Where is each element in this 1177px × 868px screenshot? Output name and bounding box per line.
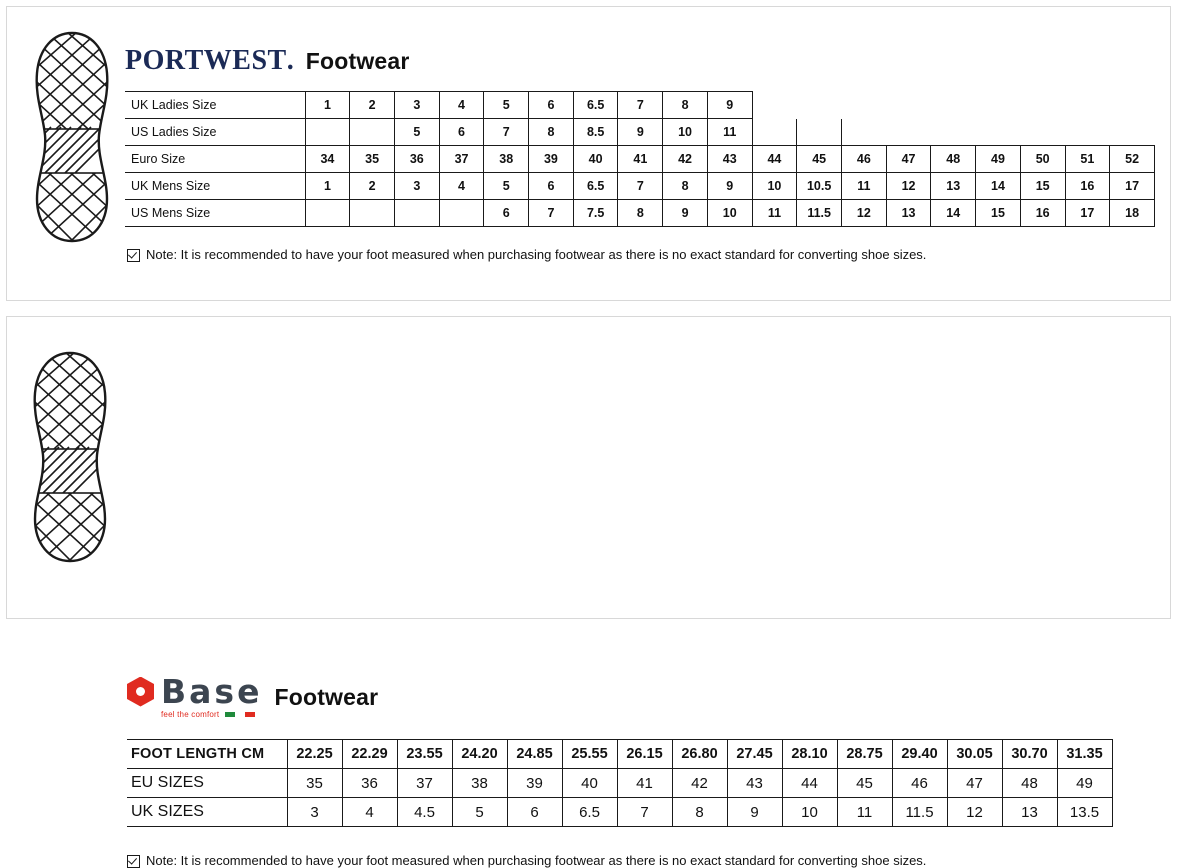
cell: 14 — [931, 200, 976, 227]
cell: 14 — [976, 173, 1021, 200]
cell: 18 — [1110, 200, 1155, 227]
cell: 27.45 — [727, 740, 782, 769]
cell-empty — [886, 119, 931, 146]
portwest-note — [127, 247, 926, 262]
cell: 6 — [439, 119, 484, 146]
cell: 45 — [837, 769, 892, 798]
row-label: UK Mens Size — [125, 173, 305, 200]
cell: 5 — [452, 798, 507, 827]
cell: 11 — [837, 798, 892, 827]
cell: 1 — [305, 92, 350, 119]
italy-flag-icon — [225, 712, 255, 717]
cell: 35 — [350, 146, 395, 173]
cell: 13 — [1002, 798, 1057, 827]
row-label: US Mens Size — [125, 200, 305, 227]
cell: 43 — [727, 769, 782, 798]
cell — [439, 200, 484, 227]
cell: 11 — [842, 173, 887, 200]
portwest-wordmark: PORTWEST — [125, 45, 287, 76]
base-tagline: feel the comfort — [161, 710, 220, 719]
cell: 34 — [305, 146, 350, 173]
cell: 40 — [573, 146, 618, 173]
cell: 7 — [529, 200, 574, 227]
cell: 5 — [484, 173, 529, 200]
cell: 10 — [782, 798, 837, 827]
cell: 24.20 — [452, 740, 507, 769]
cell: 5 — [484, 92, 529, 119]
cell: 47 — [886, 146, 931, 173]
table-row — [125, 119, 1155, 146]
cell-empty — [842, 119, 887, 146]
cell: 6 — [529, 173, 574, 200]
cell-empty — [752, 119, 797, 146]
cell: 46 — [892, 769, 947, 798]
base-wordmark: Base — [161, 672, 263, 711]
cell: 52 — [1110, 146, 1155, 173]
cell-empty — [886, 92, 931, 119]
cell: 23.55 — [397, 740, 452, 769]
cell: 11.5 — [892, 798, 947, 827]
note-text: Note: It is recommended to have your foot measured when purchasing footwear as there is no exact standard for converting shoe sizes. — [146, 853, 927, 868]
cell: 26.80 — [672, 740, 727, 769]
cell — [305, 200, 350, 227]
table-row — [125, 146, 1155, 173]
table-row — [127, 798, 1112, 827]
cell-empty — [797, 92, 842, 119]
portwest-table-body — [125, 92, 1155, 227]
cell — [350, 119, 395, 146]
cell: 2 — [350, 173, 395, 200]
cell: 11 — [752, 200, 797, 227]
cell: 5 — [394, 119, 439, 146]
cell: 8 — [663, 92, 708, 119]
table-row — [125, 92, 1155, 119]
cell: 4.5 — [397, 798, 452, 827]
checkbox-icon — [127, 249, 140, 262]
base-table-body — [127, 740, 1112, 827]
cell-empty — [1065, 119, 1110, 146]
portwest-panel — [6, 6, 1171, 301]
cell: 41 — [618, 146, 663, 173]
cell: 11.5 — [797, 200, 842, 227]
cell-empty — [1110, 119, 1155, 146]
cell: 35 — [287, 769, 342, 798]
cell: 22.25 — [287, 740, 342, 769]
base-note — [127, 853, 926, 868]
cell: 10.5 — [797, 173, 842, 200]
cell-empty — [842, 92, 887, 119]
cell: 16 — [1020, 200, 1065, 227]
cell: 43 — [707, 146, 752, 173]
cell-empty — [931, 92, 976, 119]
row-label: EU SIZES — [127, 769, 287, 798]
base-size-table — [127, 739, 1113, 827]
cell: 7 — [618, 92, 663, 119]
base-footwear-label: Footwear — [274, 683, 379, 710]
cell: 4 — [439, 173, 484, 200]
cell: 13 — [886, 200, 931, 227]
row-label: FOOT LENGTH CM — [127, 740, 287, 769]
cell: 22.29 — [342, 740, 397, 769]
cell: 6.5 — [573, 92, 618, 119]
cell: 48 — [931, 146, 976, 173]
cell: 40 — [562, 769, 617, 798]
cell-empty — [1020, 119, 1065, 146]
table-row — [125, 200, 1155, 227]
cell: 37 — [397, 769, 452, 798]
shoe-sole-icon — [31, 31, 113, 243]
cell: 7 — [484, 119, 529, 146]
cell: 6.5 — [562, 798, 617, 827]
cell: 36 — [342, 769, 397, 798]
cell: 8 — [663, 173, 708, 200]
cell: 17 — [1110, 173, 1155, 200]
cell: 46 — [842, 146, 887, 173]
cell: 26.15 — [617, 740, 672, 769]
cell: 42 — [663, 146, 708, 173]
checkbox-icon — [127, 855, 140, 868]
cell: 9 — [663, 200, 708, 227]
cell: 12 — [947, 798, 1002, 827]
cell: 8 — [672, 798, 727, 827]
cell: 37 — [439, 146, 484, 173]
cell: 6 — [529, 92, 574, 119]
cell: 12 — [842, 200, 887, 227]
portwest-brand — [125, 45, 410, 77]
base-logo-main — [127, 672, 263, 711]
cell: 9 — [707, 92, 752, 119]
cell: 10 — [707, 200, 752, 227]
cell: 7.5 — [573, 200, 618, 227]
cell-empty — [1110, 92, 1155, 119]
cell: 9 — [618, 119, 663, 146]
row-label: Euro Size — [125, 146, 305, 173]
cell: 31.35 — [1057, 740, 1112, 769]
cell: 44 — [782, 769, 837, 798]
cell: 50 — [1020, 146, 1065, 173]
cell: 15 — [1020, 173, 1065, 200]
cell: 7 — [618, 173, 663, 200]
cell: 1 — [305, 173, 350, 200]
cell: 9 — [727, 798, 782, 827]
cell — [394, 200, 439, 227]
cell: 44 — [752, 146, 797, 173]
cell: 4 — [439, 92, 484, 119]
cell: 10 — [663, 119, 708, 146]
base-panel — [6, 316, 1171, 868]
table-row — [125, 173, 1155, 200]
cell: 41 — [617, 769, 672, 798]
cell-empty — [752, 92, 797, 119]
cell: 2 — [350, 92, 395, 119]
cell: 30.05 — [947, 740, 1002, 769]
cell: 13.5 — [1057, 798, 1112, 827]
cell: 28.75 — [837, 740, 892, 769]
row-label: UK Ladies Size — [125, 92, 305, 119]
cell: 17 — [1065, 200, 1110, 227]
cell: 16 — [1065, 173, 1110, 200]
base-brand — [127, 672, 379, 719]
cell: 8 — [618, 200, 663, 227]
cell-empty — [976, 119, 1021, 146]
row-label: US Ladies Size — [125, 119, 305, 146]
cell: 3 — [394, 92, 439, 119]
cell: 6 — [484, 200, 529, 227]
cell-empty — [1065, 92, 1110, 119]
cell: 39 — [507, 769, 562, 798]
cell: 10 — [752, 173, 797, 200]
cell: 15 — [976, 200, 1021, 227]
cell: 11 — [707, 119, 752, 146]
cell: 3 — [287, 798, 342, 827]
cell: 36 — [394, 146, 439, 173]
cell: 24.85 — [507, 740, 562, 769]
portwest-wordmark-dot: . — [286, 45, 294, 76]
cell-empty — [797, 119, 842, 146]
cell: 4 — [342, 798, 397, 827]
row-label: UK SIZES — [127, 798, 287, 827]
cell — [350, 200, 395, 227]
cell — [305, 119, 350, 146]
cell: 51 — [1065, 146, 1110, 173]
cell-empty — [1020, 92, 1065, 119]
cell: 13 — [931, 173, 976, 200]
cell-empty — [976, 92, 1021, 119]
cell: 38 — [452, 769, 507, 798]
cell: 47 — [947, 769, 1002, 798]
portwest-footwear-label: Footwear — [305, 47, 410, 74]
cell: 9 — [707, 173, 752, 200]
note-text: Note: It is recommended to have your foot measured when purchasing footwear as there is no exact standard for converting shoe sizes. — [146, 247, 927, 262]
shoe-sole-icon — [29, 351, 111, 563]
cell: 42 — [672, 769, 727, 798]
cell: 39 — [529, 146, 574, 173]
cell-empty — [931, 119, 976, 146]
cell: 8.5 — [573, 119, 618, 146]
cell: 29.40 — [892, 740, 947, 769]
cell: 3 — [394, 173, 439, 200]
cell: 38 — [484, 146, 529, 173]
cell: 25.55 — [562, 740, 617, 769]
cell: 49 — [1057, 769, 1112, 798]
cell: 12 — [886, 173, 931, 200]
cell: 48 — [1002, 769, 1057, 798]
cell: 45 — [797, 146, 842, 173]
base-tagline-row — [161, 710, 255, 719]
portwest-size-table — [125, 91, 1155, 227]
cell: 49 — [976, 146, 1021, 173]
base-logo — [127, 672, 263, 719]
cell: 6.5 — [573, 173, 618, 200]
cell: 8 — [529, 119, 574, 146]
cell: 30.70 — [1002, 740, 1057, 769]
table-row — [127, 769, 1112, 798]
cell: 6 — [507, 798, 562, 827]
hexagon-icon — [127, 677, 154, 707]
cell: 28.10 — [782, 740, 837, 769]
cell: 7 — [617, 798, 672, 827]
table-row — [127, 740, 1112, 769]
